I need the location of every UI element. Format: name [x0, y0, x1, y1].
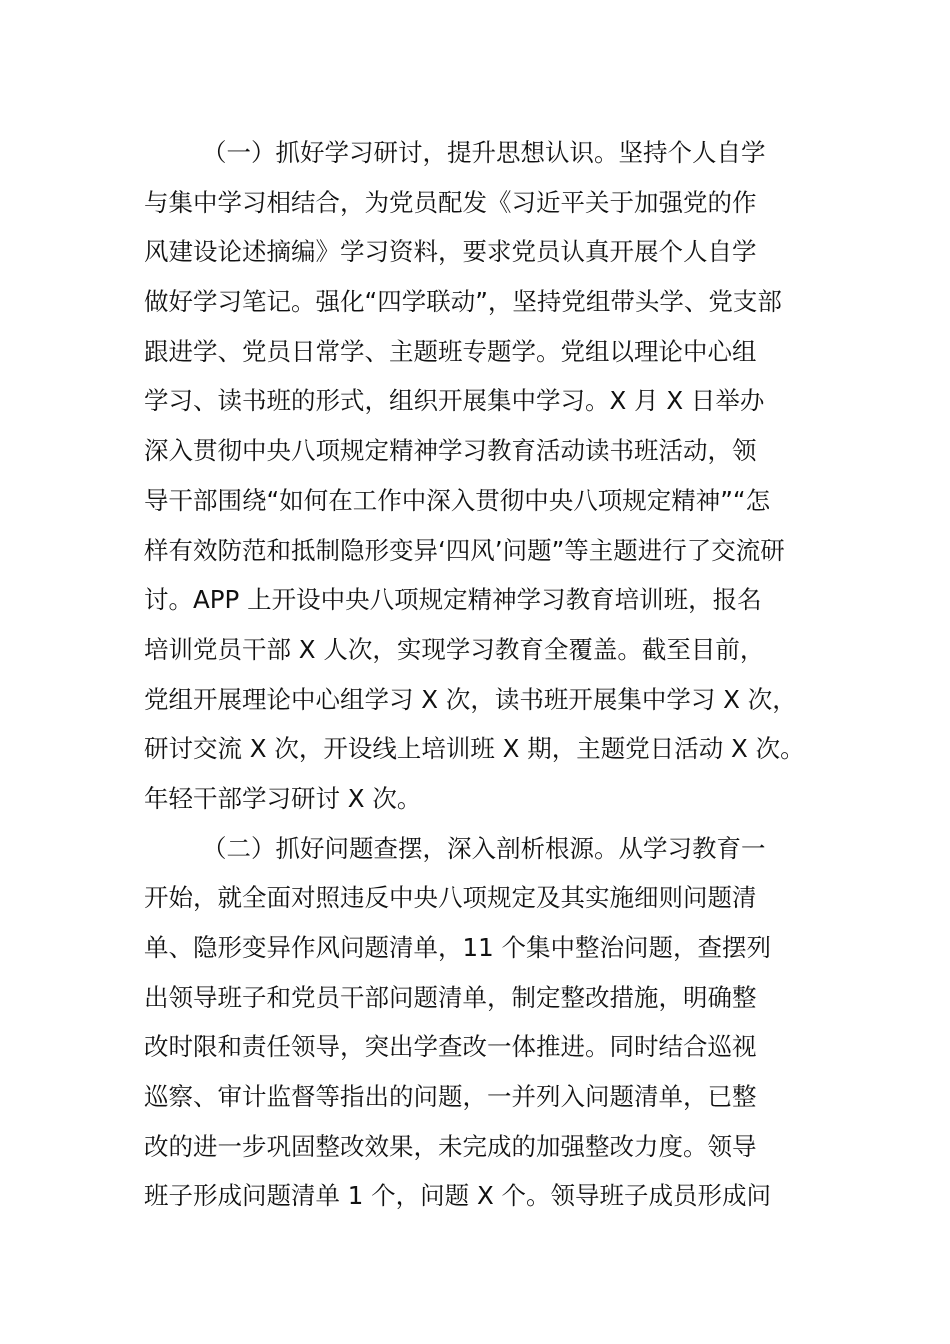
paragraph-line: 开始，就全面对照违反中央八项规定及其实施细则问题清: [144, 883, 757, 913]
paragraph-line: 年轻干部学习研讨 X 次。: [144, 783, 422, 813]
paragraph-line: 改的进一步巩固整改效果，未完成的加强整改力度。领导: [144, 1131, 757, 1161]
paragraph-line: 巡察、审计监督等指出的问题，一并列入问题清单，已整: [144, 1082, 757, 1112]
paragraph-line: 改时限和责任领导，突出学查改一体推进。同时结合巡视: [144, 1032, 757, 1062]
paragraph-line: 样有效防范和抵制隐形变异‘四风’问题”等主题进行了交流研: [144, 535, 785, 565]
paragraph-line: 跟进学、党员日常学、主题班专题学。党组以理论中心组: [144, 336, 757, 366]
paragraph-line: 班子形成问题清单 1 个，问题 X 个。领导班子成员形成问: [144, 1181, 772, 1211]
paragraph-problem-review: [144, 824, 824, 1222]
paragraph-line: 单、隐形变异作风问题清单，11 个集中整治问题，查摆列: [144, 933, 771, 962]
paragraph-line: 深入贯彻中央八项规定精神学习教育活动读书班活动，领: [144, 436, 757, 466]
paragraph-line: （二）抓好问题查摆，深入剖析根源。从学习教育一: [202, 833, 766, 863]
paragraph-line: 风建设论述摘编》学习资料，要求党员认真开展个人自学: [144, 237, 757, 267]
paragraph-line: 做好学习笔记。强化“四学联动”，坚持党组带头学、党支部: [144, 287, 782, 317]
paragraph-line: 与集中学习相结合，为党员配发《习近平关于加强党的作: [144, 187, 757, 217]
paragraph-line: 出领导班子和党员干部问题清单，制定整改措施，明确整: [144, 982, 757, 1012]
document-body: [144, 128, 824, 1221]
paragraph-line: 研讨交流 X 次，开设线上培训班 X 期，主题党日活动 X 次。: [144, 734, 805, 764]
paragraph-line: 导干部围绕“如何在工作中深入贯彻中央八项规定精神”“怎: [144, 485, 771, 515]
paragraph-line: 培训党员干部 X 人次，实现学习教育全覆盖。截至目前，: [144, 634, 765, 664]
paragraph-line: （一）抓好学习研讨，提升思想认识。坚持个人自学: [202, 138, 766, 167]
paragraph-line: 讨。APP 上开设中央八项规定精神学习教育培训班，报名: [144, 585, 762, 615]
paragraph-line: 党组开展理论中心组学习 X 次，读书班开展集中学习 X 次，: [144, 684, 797, 714]
paragraph-study-discussion: [144, 128, 824, 824]
paragraph-line: 学习、读书班的形式，组织开展集中学习。X 月 X 日举办: [144, 386, 765, 416]
